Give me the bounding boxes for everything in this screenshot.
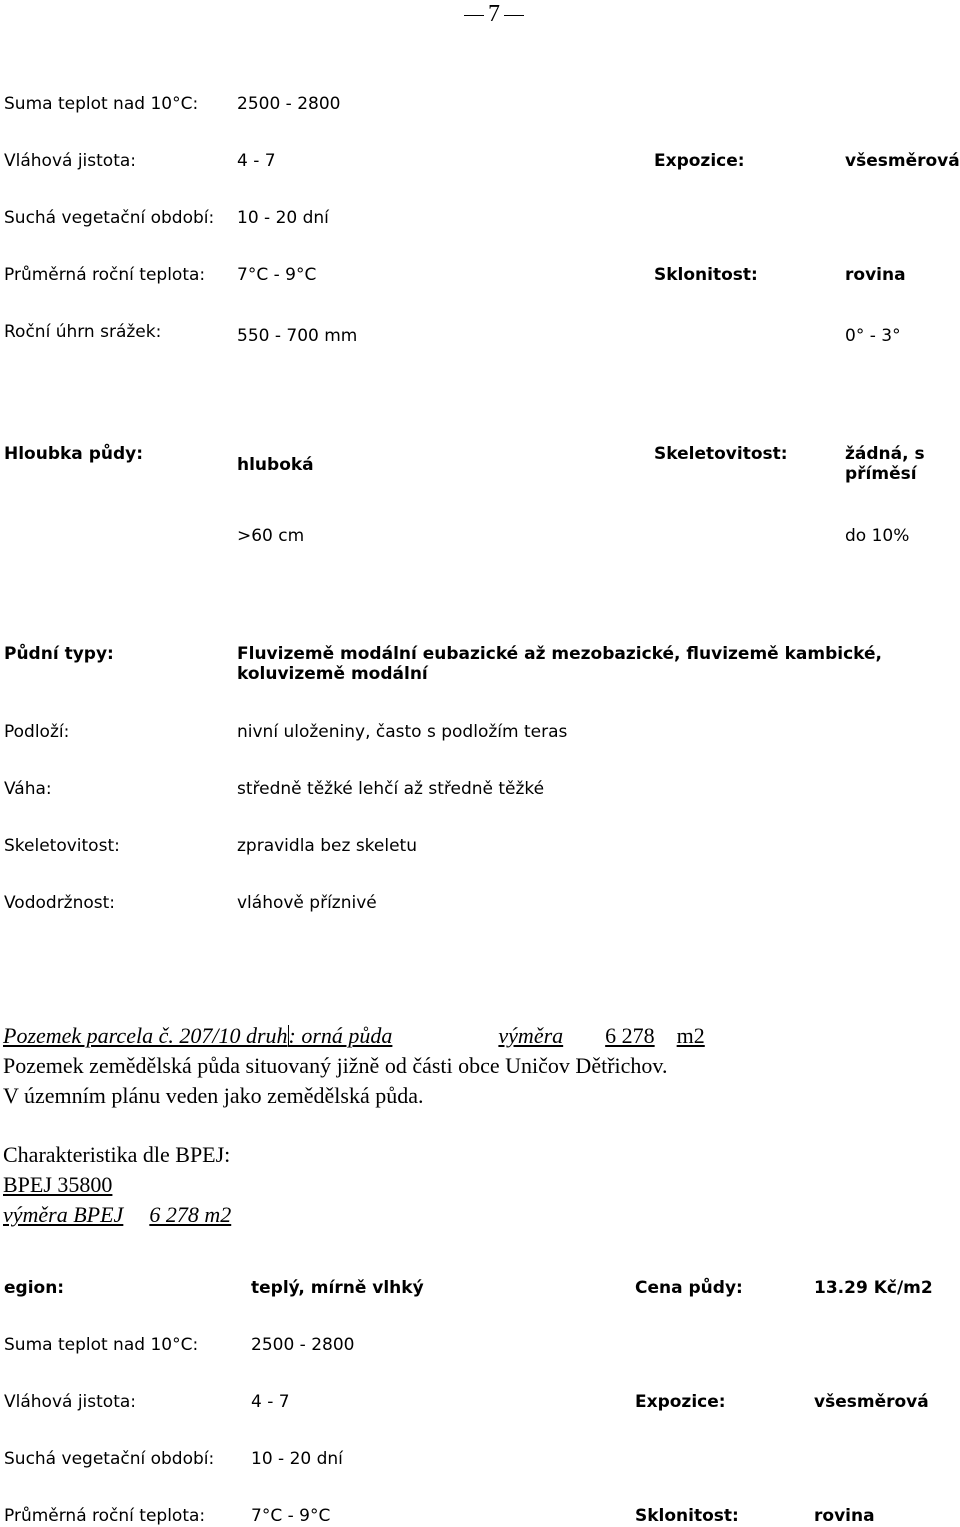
vaha-label: Váha: (4, 779, 52, 799)
bpej-vymera-label: výměra BPEJ (3, 1202, 124, 1227)
cena-label: Cena půdy: (635, 1278, 743, 1298)
rocni-srazky-value: 550 - 700 mm (237, 326, 358, 346)
bpej-vymera-value: 6 278 m2 (149, 1202, 232, 1227)
prumerna2-label: Průměrná roční teplota: (4, 1506, 206, 1526)
pozemek-heading-part1: Pozemek parcela č. 207/10 druh (3, 1023, 288, 1048)
pozemek-line2: V územním plánu veden jako zemědělská půda. (3, 1083, 424, 1108)
pozemek-vymera-value: 6 278 (605, 1023, 655, 1048)
pudni-typy-value: Fluvizemě modální eubazické až mezobazické, fluvizemě kambické, koluvizemě modální (237, 644, 883, 684)
expozice2-label: Expozice: (635, 1392, 726, 1412)
sucha2-value: 10 - 20 dní (251, 1449, 343, 1469)
podlozi-label: Podloží: (4, 722, 70, 742)
pozemek-line1: Pozemek zemědělská půda situovaný jižně od části obce Uničov Dětřichov. (3, 1053, 668, 1078)
page-number-dash-left (464, 15, 484, 17)
expozice-label: Expozice: (654, 151, 745, 171)
sklonitost-label: Sklonitost: (654, 265, 758, 285)
region-label: egion: (4, 1278, 65, 1298)
suma2-label: Suma teplot nad 10°C: (4, 1335, 199, 1355)
vaha-value: středně těžké lehčí až středně těžké (237, 779, 545, 799)
vododrznost-label: Vododržnost: (4, 893, 116, 913)
skeletovitost-value: žádná, s příměsí (845, 444, 925, 484)
sucha2-label: Suchá vegetační období: (4, 1449, 215, 1469)
prumerna2-value: 7°C - 9°C (251, 1506, 331, 1526)
skelet-label: Skeletovitost: (4, 836, 120, 856)
page-number-value: 7 (488, 1, 500, 27)
sucha-label: Suchá vegetační období: (4, 208, 215, 228)
hloubka-range: >60 cm (237, 526, 305, 546)
sklonitost-range: 0° - 3° (845, 326, 901, 346)
page-number-dash-right (504, 15, 524, 17)
suma-value: 2500 - 2800 (237, 94, 341, 114)
rocni-srazky-label: Roční úhrn srážek: (4, 322, 162, 342)
suma-label: Suma teplot nad 10°C: (4, 94, 199, 114)
pozemek-vymera-unit: m2 (676, 1023, 705, 1048)
vlahova-value: 4 - 7 (237, 151, 276, 171)
sklonitost2-value: rovina (814, 1506, 875, 1526)
podlozi-value: nivní uloženiny, často s podložím teras (237, 722, 568, 742)
prumerna-value: 7°C - 9°C (237, 265, 317, 285)
bpej-code-text: BPEJ 35800 (3, 1172, 113, 1197)
prumerna-label: Průměrná roční teplota: (4, 265, 206, 285)
page-number (460, 0, 528, 28)
hloubka-value: hluboká (237, 455, 314, 475)
sklonitost2-label: Sklonitost: (635, 1506, 739, 1526)
expozice2-value: všesměrová (814, 1392, 929, 1412)
pudni-typy-label: Půdní typy: (4, 644, 114, 664)
skeletovitost-range: do 10% (845, 526, 910, 546)
skelet-value: zpravidla bez skeletu (237, 836, 417, 856)
skeletovitost-label: Skeletovitost: (654, 444, 788, 464)
sucha-value: 10 - 20 dní (237, 208, 329, 228)
cena-value: 13.29 Kč/m2 (814, 1278, 933, 1298)
vododrznost-value: vláhově příznivé (237, 893, 377, 913)
pozemek-heading-part2: : orná půda (288, 1023, 393, 1048)
vlahova-label: Vláhová jistota: (4, 151, 137, 171)
pozemek-vymera-label: výměra (498, 1023, 564, 1048)
suma2-value: 2500 - 2800 (251, 1335, 355, 1355)
region-value: teplý, mírně vlhký (251, 1278, 424, 1298)
bpej-char-label: Charakteristika dle BPEJ: (3, 1142, 231, 1167)
sklonitost-value: rovina (845, 265, 906, 285)
vlahova2-value: 4 - 7 (251, 1392, 290, 1412)
hloubka-label: Hloubka půdy: (4, 444, 144, 464)
expozice-value: všesměrová (845, 151, 960, 171)
bpej-vymera (3, 1202, 231, 1228)
vlahova2-label: Vláhová jistota: (4, 1392, 137, 1412)
pozemek-heading (3, 1023, 705, 1049)
bpej-code (3, 1172, 132, 1198)
